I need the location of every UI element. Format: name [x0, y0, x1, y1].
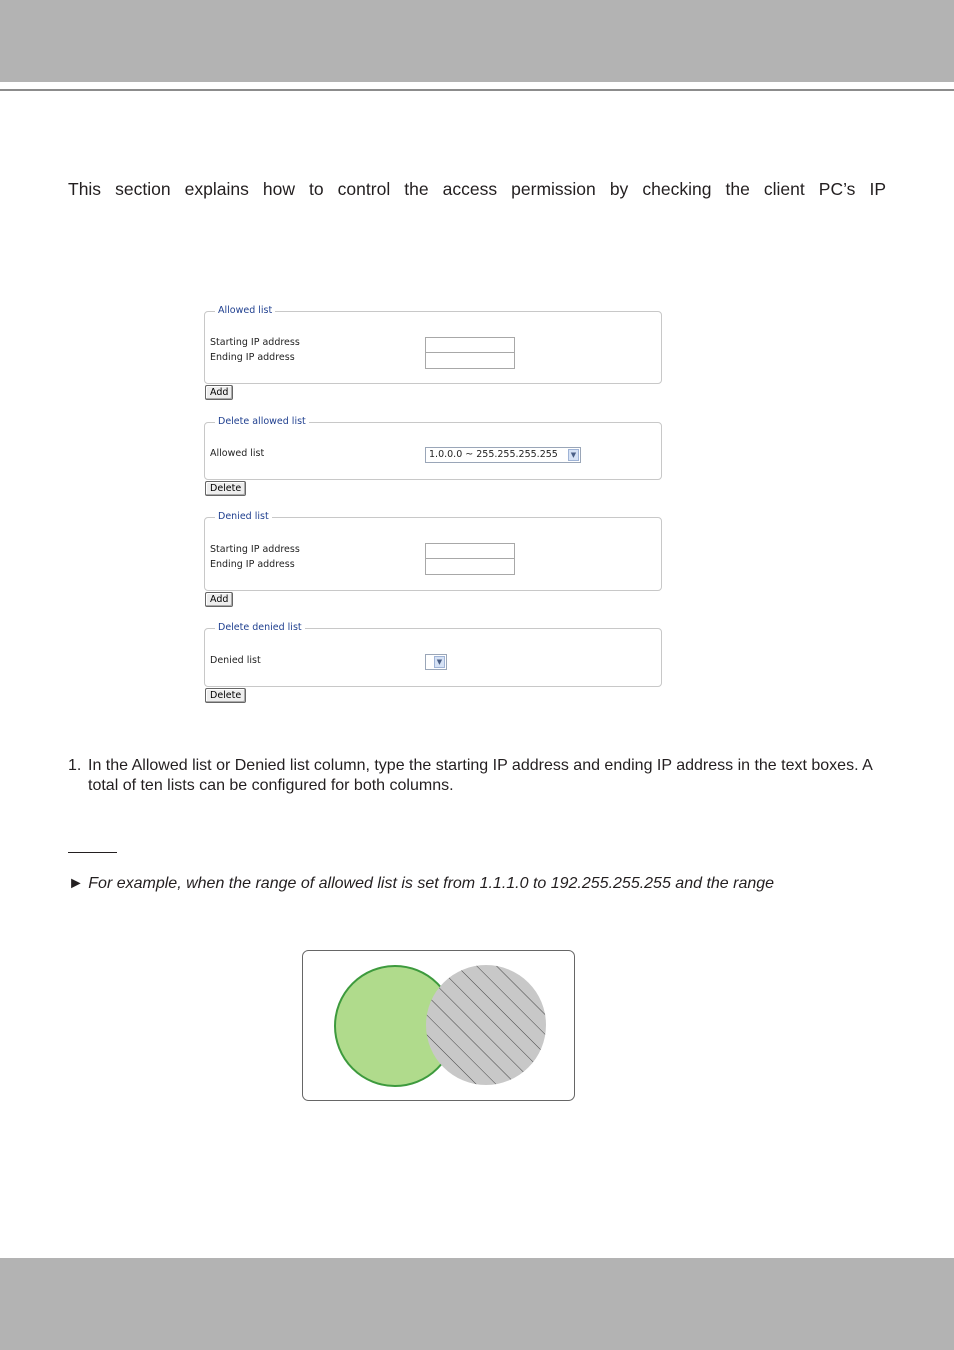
allowed-list-select[interactable] [425, 447, 581, 463]
step-number: 1. [68, 757, 82, 774]
denied-ending-ip-label: Ending IP address [210, 559, 295, 570]
delete-denied-list-fieldset [204, 622, 662, 687]
denied-delete-button[interactable]: Delete [205, 688, 246, 703]
delete-allowed-list-legend: Delete allowed list [215, 416, 309, 428]
allowed-delete-button[interactable]: Delete [205, 481, 246, 496]
chevron-down-icon[interactable]: ▼ [434, 656, 445, 668]
allowed-add-button[interactable]: Add [205, 385, 233, 400]
allowed-ending-ip-label: Ending IP address [210, 352, 295, 363]
example-note: ► For example, when the range of allowed list is set from 1.1.1.0 to 192.255.255.255 and the range [68, 875, 775, 892]
denied-add-button[interactable]: Add [205, 592, 233, 607]
allowed-list-legend: Allowed list [215, 305, 275, 317]
denied-list-fieldset [204, 511, 662, 591]
header-rule [0, 89, 954, 91]
allowed-list-label: Allowed list [210, 448, 265, 459]
denied-list-selected-value [426, 656, 429, 667]
intro-paragraph: This section explains how to control the access permission by checking the client PC’s IP [68, 179, 886, 199]
denied-list-legend: Denied list [215, 511, 272, 523]
denied-ending-ip-input[interactable] [425, 558, 515, 575]
allowed-list-fieldset [204, 305, 662, 384]
footer-bar [0, 1258, 954, 1350]
denied-range-circle [426, 965, 546, 1085]
denied-starting-ip-label: Starting IP address [210, 544, 300, 555]
chevron-down-icon[interactable]: ▼ [568, 449, 579, 461]
delete-denied-list-legend: Delete denied list [215, 622, 305, 634]
delete-allowed-list-fieldset [204, 416, 662, 480]
allowed-denied-venn-diagram [302, 950, 575, 1101]
allowed-ending-ip-input[interactable] [425, 352, 515, 369]
denied-list-label: Denied list [210, 655, 261, 666]
allowed-starting-ip-label: Starting IP address [210, 337, 300, 348]
note-rule [68, 852, 117, 853]
step-text: In the Allowed list or Denied list column, type the starting IP address and ending IP address in the text boxes. A total of ten lists can be configured for both columns. [88, 757, 872, 794]
header-bar [0, 0, 954, 82]
denied-list-select[interactable] [425, 654, 447, 670]
allowed-list-selected-value: 1.0.0.0 ~ 255.255.255.255 [429, 449, 558, 460]
